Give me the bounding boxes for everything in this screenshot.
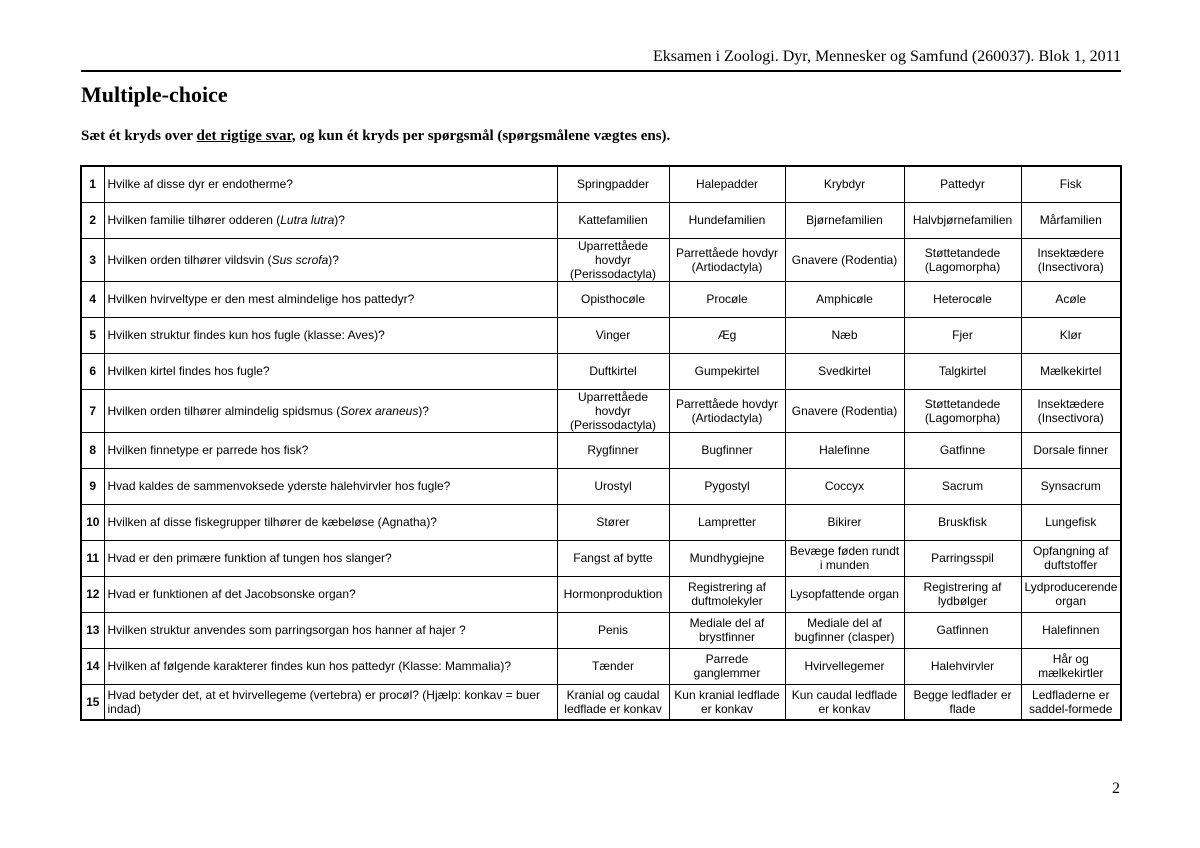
answer-option[interactable]: Gnavere (Rodentia): [785, 389, 904, 432]
question-text-part: )?: [334, 213, 345, 227]
question-number: 7: [81, 389, 104, 432]
answer-option[interactable]: Opfangning af duftstoffer: [1021, 540, 1121, 576]
question-text: Hvilken kirtel findes hos fugle?: [104, 353, 557, 389]
answer-option[interactable]: Pygostyl: [669, 468, 785, 504]
answer-option[interactable]: Registrering af duftmolekyler: [669, 576, 785, 612]
answer-option[interactable]: Støttetandede (Lagomorpha): [904, 238, 1021, 281]
instruction-before: Sæt ét kryds over: [81, 128, 197, 144]
question-text: Hvilken struktur findes kun hos fugle (klasse: Aves)?: [104, 317, 557, 353]
answer-option[interactable]: Æg: [669, 317, 785, 353]
question-row: [81, 432, 1121, 468]
question-number: 9: [81, 468, 104, 504]
question-text-part: )?: [418, 403, 429, 418]
question-text-part: Hvilken orden tilhører almindelig spidsmus (: [107, 403, 341, 418]
question-text: [104, 389, 557, 432]
answer-option[interactable]: Kun caudal ledflade er konkav: [785, 684, 904, 720]
question-row: [81, 202, 1121, 238]
answer-option[interactable]: Kattefamilien: [557, 202, 669, 238]
question-text: Hvilken af disse fiskegrupper tilhører de kæbeløse (Agnatha)?: [104, 504, 557, 540]
answer-option[interactable]: Bevæge føden rundt i munden: [785, 540, 904, 576]
answer-option[interactable]: Bjørnefamilien: [785, 202, 904, 238]
question-text: Hvilken finnetype er parrede hos fisk?: [104, 432, 557, 468]
answer-option[interactable]: Urostyl: [557, 468, 669, 504]
answer-option[interactable]: Penis: [557, 612, 669, 648]
answer-option[interactable]: Sacrum: [904, 468, 1021, 504]
answer-option[interactable]: Halvbjørnefamilien: [904, 202, 1021, 238]
answer-option[interactable]: Fjer: [904, 317, 1021, 353]
answer-option[interactable]: Støttetandede (Lagomorpha): [904, 389, 1021, 432]
exam-header: Eksamen i Zoologi. Dyr, Mennesker og Samfund (260037). Blok 1, 2011: [652, 48, 1121, 65]
question-row: [81, 576, 1121, 612]
question-text: Hvad er funktionen af det Jacobsonske organ?: [104, 576, 557, 612]
question-text: Hvad er den primære funktion af tungen hos slanger?: [104, 540, 557, 576]
answer-option[interactable]: Svedkirtel: [785, 353, 904, 389]
question-number: 5: [81, 317, 104, 353]
question-number: 11: [81, 540, 104, 576]
question-text: Hvilke af disse dyr er endotherme?: [104, 166, 557, 202]
instruction-after: , og kun ét kryds per spørgsmål (spørgsmålene vægtes ens).: [291, 128, 671, 144]
question-row: [81, 468, 1121, 504]
answer-option[interactable]: Næb: [785, 317, 904, 353]
question-text: [104, 202, 557, 238]
answer-option[interactable]: Halefinne: [785, 432, 904, 468]
page-number: 2: [1112, 780, 1120, 797]
answer-option[interactable]: Lysopfattende organ: [785, 576, 904, 612]
answer-option[interactable]: Mårfamilien: [1021, 202, 1121, 238]
answer-option[interactable]: Rygfinner: [557, 432, 669, 468]
question-number: 10: [81, 504, 104, 540]
answer-option[interactable]: Synsacrum: [1021, 468, 1121, 504]
answer-option[interactable]: Pattedyr: [904, 166, 1021, 202]
question-text-part: )?: [328, 252, 339, 267]
answer-option[interactable]: Bikirer: [785, 504, 904, 540]
answer-option[interactable]: Gatfinne: [904, 432, 1021, 468]
answer-option[interactable]: Springpadder: [557, 166, 669, 202]
species-name: Lutra lutra: [280, 213, 335, 227]
instruction-underlined: det rigtige svar: [196, 128, 292, 144]
answer-option[interactable]: Bruskfisk: [904, 504, 1021, 540]
answer-option[interactable]: Lungefisk: [1021, 504, 1121, 540]
question-number: 2: [81, 202, 104, 238]
answer-option[interactable]: Hundefamilien: [669, 202, 785, 238]
question-row: [81, 353, 1121, 389]
question-number: 12: [81, 576, 104, 612]
answer-option[interactable]: Parrettåede hovdyr (Artiodactyla): [669, 389, 785, 432]
answer-option[interactable]: Lydproducerende organ: [1021, 576, 1121, 612]
answer-option[interactable]: Fisk: [1021, 166, 1121, 202]
question-number: 6: [81, 353, 104, 389]
answer-option[interactable]: Mælkekirtel: [1021, 353, 1121, 389]
answer-option[interactable]: Mundhygiejne: [669, 540, 785, 576]
question-text: Hvilken hvirveltype er den mest almindelige hos pattedyr?: [104, 281, 557, 317]
answer-option[interactable]: Uparrettåede hovdyr (Perissodactyla): [557, 389, 669, 432]
question-number: 13: [81, 612, 104, 648]
question-row: [81, 612, 1121, 648]
answer-option[interactable]: Gnavere (Rodentia): [785, 238, 904, 281]
answer-option[interactable]: Klør: [1021, 317, 1121, 353]
answer-option[interactable]: Coccyx: [785, 468, 904, 504]
answer-option[interactable]: Heterocøle: [904, 281, 1021, 317]
answer-option[interactable]: Kun kranial ledflade er konkav: [669, 684, 785, 720]
question-number: 8: [81, 432, 104, 468]
question-number: 4: [81, 281, 104, 317]
answer-option[interactable]: Tænder: [557, 648, 669, 684]
question-table: [80, 165, 1122, 721]
answer-option[interactable]: Vinger: [557, 317, 669, 353]
answer-option[interactable]: Parrettåede hovdyr (Artiodactyla): [669, 238, 785, 281]
answer-option[interactable]: Hvirvellegemer: [785, 648, 904, 684]
instruction: [81, 128, 670, 145]
answer-option[interactable]: Mediale del af bugfinner (clasper): [785, 612, 904, 648]
question-text: Hvad betyder det, at et hvirvellegeme (vertebra) er procøl? (Hjælp: konkav = buer indad): [104, 684, 557, 720]
question-row: [81, 389, 1121, 432]
species-name: Sus scrofa: [271, 252, 329, 267]
question-row: [81, 317, 1121, 353]
question-row: [81, 648, 1121, 684]
answer-option[interactable]: Parrede ganglemmer: [669, 648, 785, 684]
question-text: Hvilken af følgende karakterer findes kun hos pattedyr (Klasse: Mammalia)?: [104, 648, 557, 684]
question-number: 1: [81, 166, 104, 202]
question-row: [81, 504, 1121, 540]
question-text-part: Hvilken familie tilhører odderen (: [107, 213, 281, 227]
answer-option[interactable]: Duftkirtel: [557, 353, 669, 389]
answer-option[interactable]: Kranial og caudal ledflade er konkav: [557, 684, 669, 720]
question-row: [81, 684, 1121, 720]
answer-option[interactable]: Hår og mælkekirtler: [1021, 648, 1121, 684]
question-text: Hvilken struktur anvendes som parringsorgan hos hanner af hajer ?: [104, 612, 557, 648]
question-row: [81, 238, 1121, 281]
answer-option[interactable]: Stører: [557, 504, 669, 540]
question-text-part: Hvilken orden tilhører vildsvin (: [107, 252, 272, 267]
question-text: Hvad kaldes de sammenvoksede yderste halehvirvler hos fugle?: [104, 468, 557, 504]
question-row: [81, 281, 1121, 317]
answer-option[interactable]: Dorsale finner: [1021, 432, 1121, 468]
answer-option[interactable]: Talgkirtel: [904, 353, 1021, 389]
answer-option[interactable]: Parringsspil: [904, 540, 1021, 576]
answer-option[interactable]: Uparrettåede hovdyr (Perissodactyla): [557, 238, 669, 281]
question-number: 14: [81, 648, 104, 684]
answer-option[interactable]: Ledfladerne er saddel-formede: [1021, 684, 1121, 720]
answer-option[interactable]: Lampretter: [669, 504, 785, 540]
question-number: 15: [81, 684, 104, 720]
answer-option[interactable]: Mediale del af brystfinner: [669, 612, 785, 648]
answer-option[interactable]: Krybdyr: [785, 166, 904, 202]
answer-option[interactable]: Gumpekirtel: [669, 353, 785, 389]
answer-option[interactable]: Halepadder: [669, 166, 785, 202]
section-title: Multiple-choice: [81, 82, 228, 107]
answer-option[interactable]: Insektædere (Insectivora): [1021, 389, 1121, 432]
answer-option[interactable]: Registrering af lydbølger: [904, 576, 1021, 612]
answer-option[interactable]: Insektædere (Insectivora): [1021, 238, 1121, 281]
answer-option[interactable]: Halefinnen: [1021, 612, 1121, 648]
answer-option[interactable]: Amphicøle: [785, 281, 904, 317]
question-row: [81, 540, 1121, 576]
answer-option[interactable]: Begge ledflader er flade: [904, 684, 1021, 720]
answer-option[interactable]: Gatfinnen: [904, 612, 1021, 648]
species-name: Sorex araneus: [340, 403, 419, 418]
answer-option[interactable]: Fangst af bytte: [557, 540, 669, 576]
answer-option[interactable]: Procøle: [669, 281, 785, 317]
question-rows: [81, 166, 1121, 720]
question-row: [81, 166, 1121, 202]
answer-option[interactable]: Acøle: [1021, 281, 1121, 317]
answer-option[interactable]: Hormonproduktion: [557, 576, 669, 612]
question-number: 3: [81, 238, 104, 281]
header-rule: [81, 70, 1121, 72]
question-text: [104, 238, 557, 281]
answer-option[interactable]: Opisthocøle: [557, 281, 669, 317]
answer-option[interactable]: Bugfinner: [669, 432, 785, 468]
answer-option[interactable]: Halehvirvler: [904, 648, 1021, 684]
